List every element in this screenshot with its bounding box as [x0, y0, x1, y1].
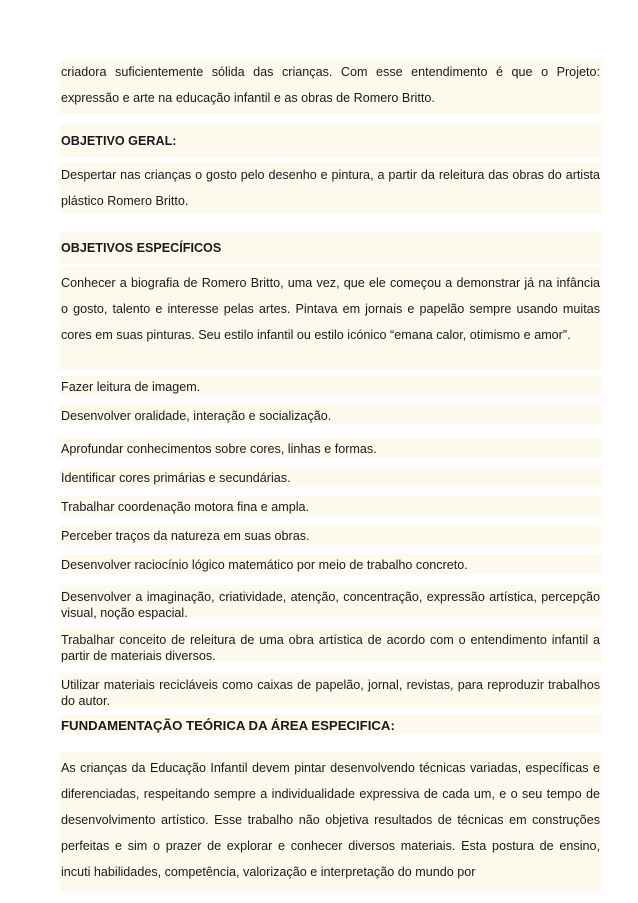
intro-paragraph: criadora suficientemente sólida das crianças. Com esse entendimento é que o Projeto: expressão e arte na educação infantil e as obras de Romero Britto.	[61, 65, 600, 105]
objetivo-item: Aprofundar conhecimentos sobre cores, linhas e formas.	[61, 442, 377, 456]
objetivo-item: Trabalhar conceito de releitura de uma obra artística de acordo com o entendimento infantil a partir de materiais diversos.	[61, 633, 600, 663]
objetivo-item: Desenvolver a imaginação, criatividade, atenção, concentração, expressão artística, percepção visual, noção espacial.	[61, 590, 600, 620]
objetivo-item: Identificar cores primárias e secundárias.	[61, 471, 291, 485]
objetivo-item: Desenvolver oralidade, interação e socialização.	[61, 409, 332, 423]
objetivo-geral-heading: OBJETIVO GERAL:	[61, 134, 177, 148]
objetivo-item: Perceber traços da natureza em suas obras.	[61, 529, 310, 543]
biografia-paragraph: Conhecer a biografia de Romero Britto, uma vez, que ele começou a demonstrar já na infância o gosto, talento e interesse pelas artes. Pintava em jornais e papelão sempre usando muitas cores em suas pinturas. Seu estilo infantil ou estilo icónico “emana calor, otimismo e amor”.	[61, 276, 600, 342]
fundamentacao-paragraph: As crianças da Educação Infantil devem pintar desenvolvendo técnicas variadas, específicas e diferenciadas, respeitando sempre a individualidade expressiva de cada um, e o seu tempo de desenvolvimento artístico. Esse trabalho não objetiva resultados de técnicas em construções perfeitas e sim o prazer de explorar e conhecer diversos materiais. Esta postura de ensino, incuti habilidades, competência, valorização e interpretação do mundo por	[61, 761, 600, 879]
fundamentacao-heading: FUNDAMENTAÇÃO TEÓRICA DA ÁREA ESPECIFICA:	[61, 718, 395, 733]
objetivo-geral-text: Despertar nas crianças o gosto pelo desenho e pintura, a partir da releitura das obras do artista plástico Romero Britto.	[61, 168, 600, 208]
objetivo-item: Desenvolver raciocínio lógico matemático por meio de trabalho concreto.	[61, 558, 468, 572]
objetivos-especificos-heading: OBJETIVOS ESPECÍFICOS	[61, 241, 222, 255]
objetivo-item: Utilizar materiais recicláveis como caixas de papelão, jornal, revistas, para reproduzir trabalhos do autor.	[61, 678, 600, 708]
objetivo-item: Trabalhar coordenação motora fina e ampla.	[61, 500, 310, 514]
objetivo-item: Fazer leitura de imagem.	[61, 380, 201, 394]
